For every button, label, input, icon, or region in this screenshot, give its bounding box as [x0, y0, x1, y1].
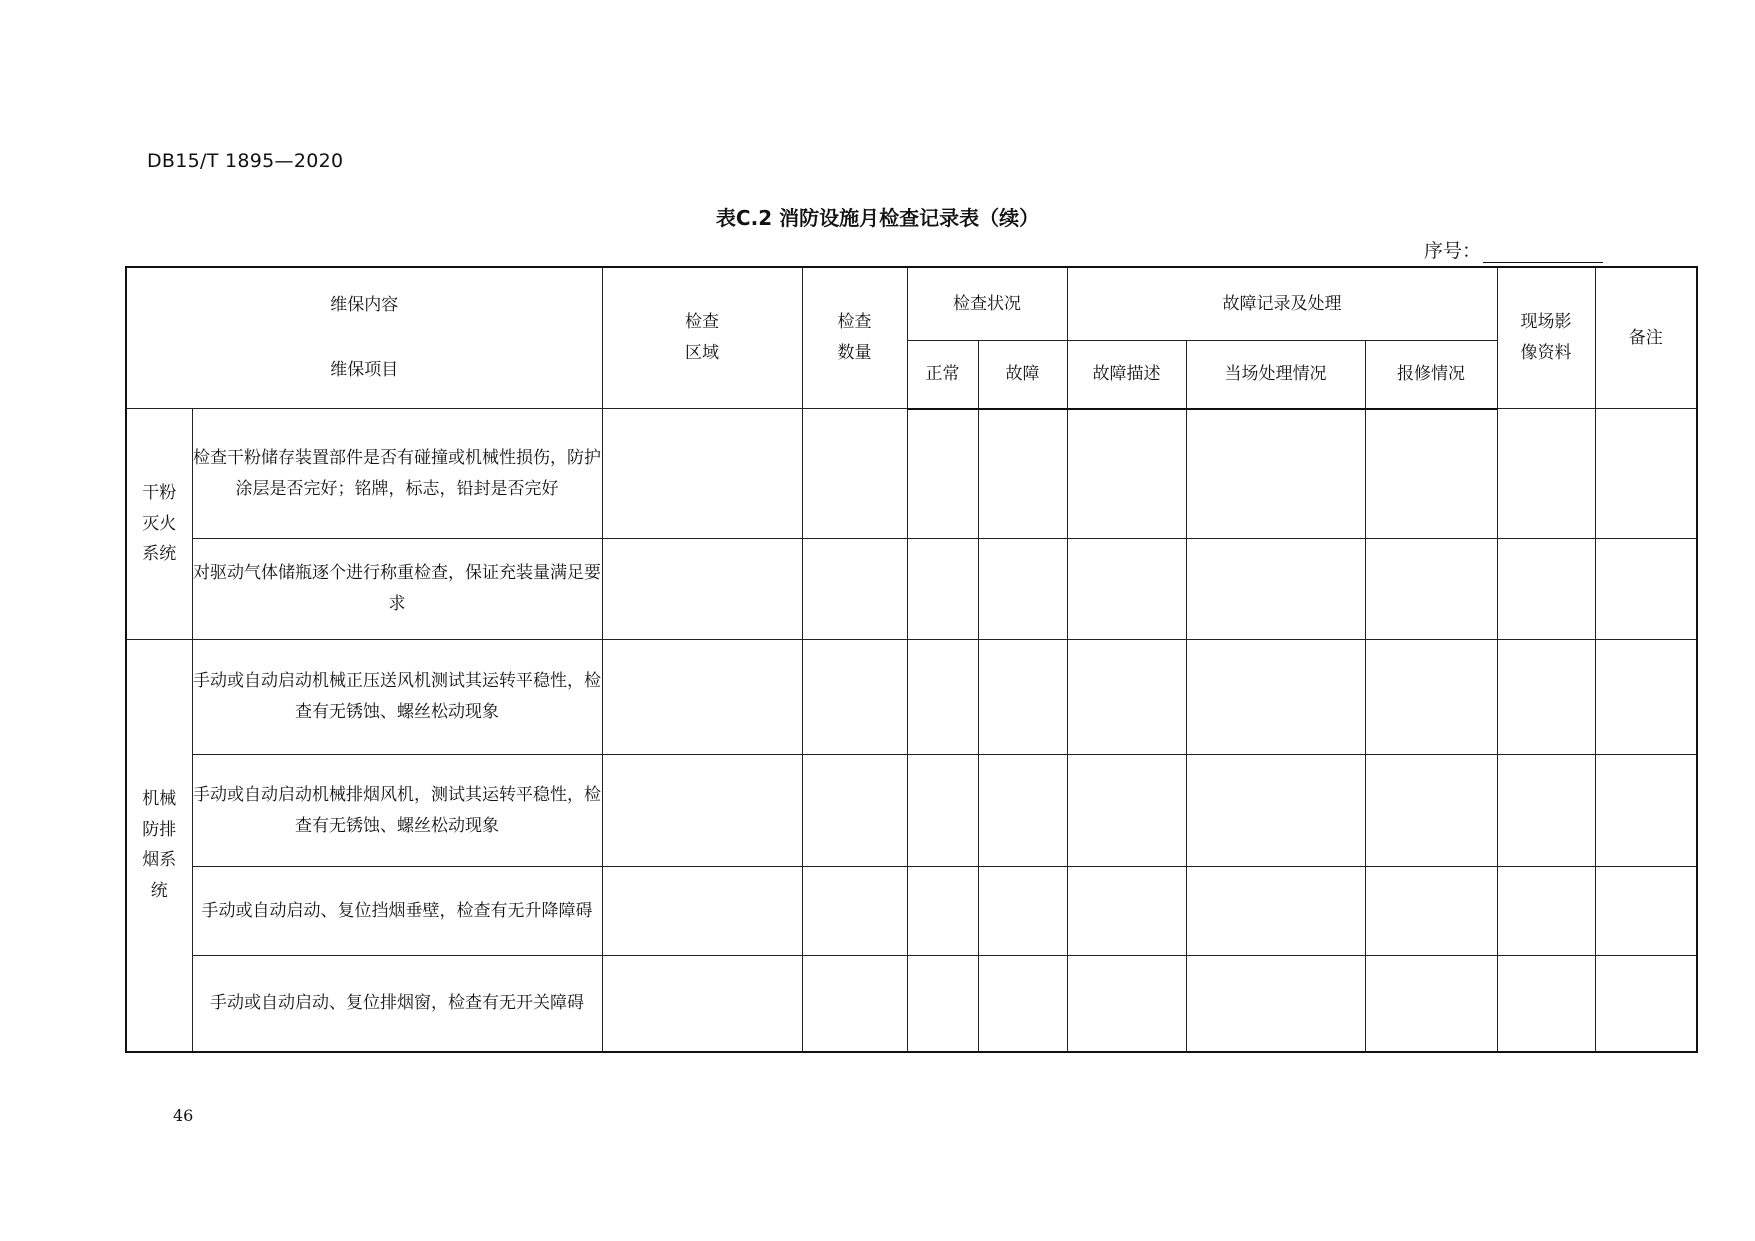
group-label-smoke-control	[126, 640, 192, 1052]
header-qty-line2: 数量	[837, 343, 872, 363]
photo-cell[interactable]	[1497, 539, 1595, 640]
header-qty-line1: 检查	[837, 312, 872, 333]
area-cell[interactable]	[602, 956, 802, 1052]
normal-cell[interactable]	[907, 409, 978, 539]
table-title: 表C.2 消防设施月检查记录表（续）	[715, 206, 1040, 230]
header-fault-record: 故障记录及处理	[1067, 267, 1497, 341]
remarks-cell[interactable]	[1595, 539, 1697, 640]
serial-label: 序号：	[1424, 240, 1482, 262]
table-row	[126, 409, 1697, 539]
header-photo-line1: 现场影	[1520, 312, 1572, 333]
header-content-item	[126, 267, 602, 409]
onsite-handling-cell[interactable]	[1186, 755, 1365, 867]
header-onsite-handling: 当场处理情况	[1186, 341, 1365, 409]
document-code: DB15/T 1895—2020	[147, 150, 344, 172]
group-label-line: 统	[150, 880, 168, 901]
quantity-cell[interactable]	[802, 539, 907, 640]
table-row	[126, 539, 1697, 640]
quantity-cell[interactable]	[802, 956, 907, 1052]
onsite-handling-cell[interactable]	[1186, 867, 1365, 956]
header-status: 检查状况	[907, 267, 1067, 341]
group-label-line: 系统	[142, 544, 177, 565]
maintenance-item: 检查干粉储存装置部件是否有碰撞或机械性损伤，防护涂层是否完好；铭牌，标志，铅封是否完好	[192, 409, 602, 539]
onsite-handling-cell[interactable]	[1186, 409, 1365, 539]
photo-cell[interactable]	[1497, 409, 1595, 539]
area-cell[interactable]	[602, 640, 802, 755]
repair-status-cell[interactable]	[1365, 755, 1497, 867]
header-photo	[1497, 267, 1595, 409]
maintenance-item: 手动或自动启动、复位挡烟垂壁，检查有无升降障碍	[192, 867, 602, 956]
group-label-line: 烟系	[142, 850, 177, 871]
photo-cell[interactable]	[1497, 755, 1595, 867]
page-number: 46	[173, 1106, 194, 1125]
area-cell[interactable]	[602, 409, 802, 539]
maintenance-item: 对驱动气体储瓶逐个进行称重检查，保证充装量满足要求	[192, 539, 602, 640]
remarks-cell[interactable]	[1595, 867, 1697, 956]
header-quantity	[802, 267, 907, 409]
header-normal: 正常	[907, 341, 978, 409]
fault-cell[interactable]	[978, 867, 1067, 956]
onsite-handling-cell[interactable]	[1186, 539, 1365, 640]
group-label-dry-powder	[126, 409, 192, 640]
quantity-cell[interactable]	[802, 640, 907, 755]
fault-cell[interactable]	[978, 539, 1067, 640]
header-repair-status: 报修情况	[1365, 341, 1497, 409]
table-row	[126, 755, 1697, 867]
repair-status-cell[interactable]	[1365, 539, 1497, 640]
fault-cell[interactable]	[978, 755, 1067, 867]
normal-cell[interactable]	[907, 755, 978, 867]
area-cell[interactable]	[602, 867, 802, 956]
header-photo-line2: 像资料	[1520, 343, 1572, 363]
serial-blank	[1483, 240, 1603, 263]
group-label-line: 防排	[142, 819, 177, 840]
repair-status-cell[interactable]	[1365, 409, 1497, 539]
onsite-handling-cell[interactable]	[1186, 956, 1365, 1052]
fault-desc-cell[interactable]	[1067, 539, 1186, 640]
quantity-cell[interactable]	[802, 867, 907, 956]
group-label-line: 灭火	[142, 513, 177, 534]
remarks-cell[interactable]	[1595, 755, 1697, 867]
area-cell[interactable]	[602, 539, 802, 640]
remarks-cell[interactable]	[1595, 640, 1697, 755]
table-row	[126, 956, 1697, 1052]
photo-cell[interactable]	[1497, 640, 1595, 755]
normal-cell[interactable]	[907, 539, 978, 640]
table-row	[126, 640, 1697, 755]
quantity-cell[interactable]	[802, 409, 907, 539]
maintenance-item: 手动或自动启动机械排烟风机，测试其运转平稳性，检查有无锈蚀、螺丝松动现象	[192, 755, 602, 867]
repair-status-cell[interactable]	[1365, 956, 1497, 1052]
fault-cell[interactable]	[978, 956, 1067, 1052]
group-label-line: 干粉	[142, 483, 177, 504]
header-item: 维保项目	[330, 360, 399, 381]
header-remarks: 备注	[1595, 267, 1697, 409]
header-fault: 故障	[978, 341, 1067, 409]
quantity-cell[interactable]	[802, 755, 907, 867]
repair-status-cell[interactable]	[1365, 867, 1497, 956]
normal-cell[interactable]	[907, 640, 978, 755]
inspection-record-table	[125, 266, 1698, 1053]
serial-number-field	[1424, 236, 1603, 263]
fault-desc-cell[interactable]	[1067, 640, 1186, 755]
header-fault-desc: 故障描述	[1067, 341, 1186, 409]
maintenance-item: 手动或自动启动、复位排烟窗，检查有无开关障碍	[192, 956, 602, 1052]
photo-cell[interactable]	[1497, 867, 1595, 956]
onsite-handling-cell[interactable]	[1186, 640, 1365, 755]
fault-cell[interactable]	[978, 640, 1067, 755]
photo-cell[interactable]	[1497, 956, 1595, 1052]
header-content: 维保内容	[330, 295, 399, 315]
maintenance-item: 手动或自动启动机械正压送风机测试其运转平稳性，检查有无锈蚀、螺丝松动现象	[192, 640, 602, 755]
remarks-cell[interactable]	[1595, 409, 1697, 539]
header-area-line2: 区域	[685, 343, 719, 363]
fault-desc-cell[interactable]	[1067, 755, 1186, 867]
fault-desc-cell[interactable]	[1067, 409, 1186, 539]
fault-desc-cell[interactable]	[1067, 867, 1186, 956]
normal-cell[interactable]	[907, 956, 978, 1052]
fault-cell[interactable]	[978, 409, 1067, 539]
remarks-cell[interactable]	[1595, 956, 1697, 1052]
repair-status-cell[interactable]	[1365, 640, 1497, 755]
header-area	[602, 267, 802, 409]
normal-cell[interactable]	[907, 867, 978, 956]
header-area-line1: 检查	[685, 312, 719, 333]
table-row	[126, 867, 1697, 956]
fault-desc-cell[interactable]	[1067, 956, 1186, 1052]
area-cell[interactable]	[602, 755, 802, 867]
group-label-line: 机械	[142, 789, 177, 810]
